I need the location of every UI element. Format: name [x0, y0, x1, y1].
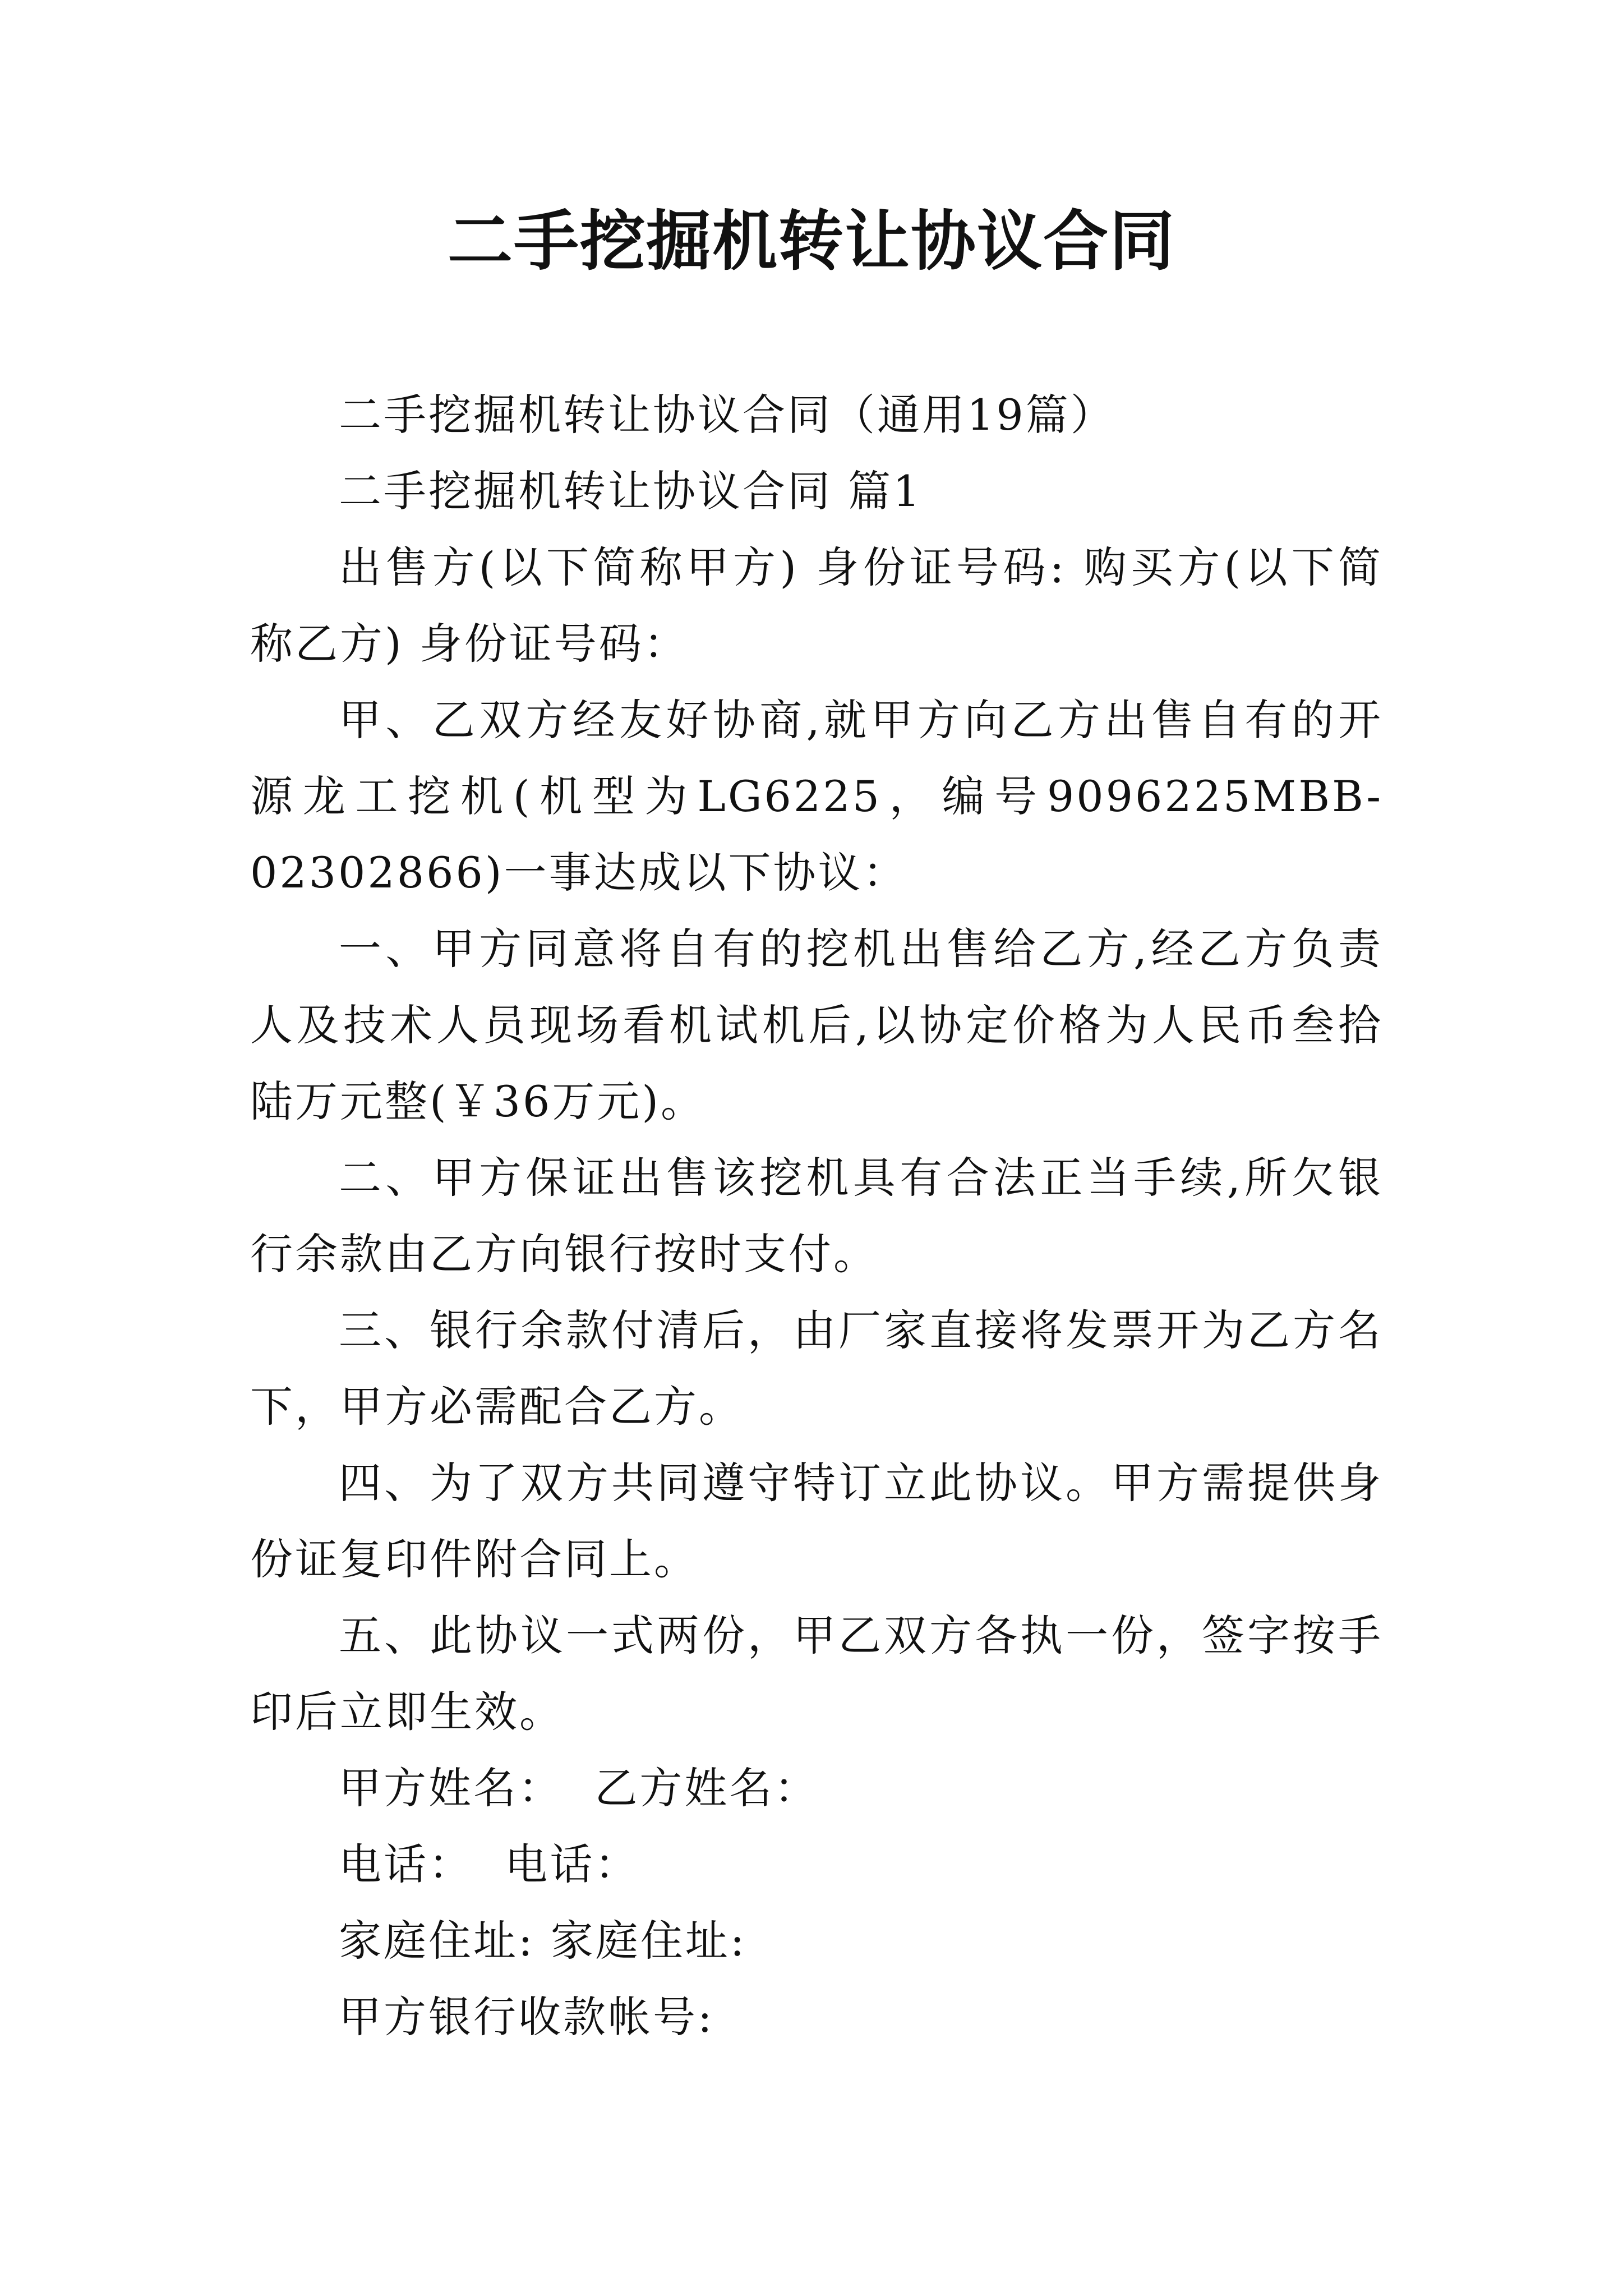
document-body — [250, 377, 1383, 2055]
signature-addresses: 家庭住址: 家庭住址: — [339, 1916, 747, 1966]
clause-4: 四、为了双方共同遵守特订立此协议。甲方需提供身份证复印件附合同上。 — [250, 1458, 1383, 1584]
signature-names: 甲方姓名： 乙方姓名： — [339, 1763, 819, 1813]
clause-2: 二、甲方保证出售该挖机具有合法正当手续,所欠银行余款由乙方向银行按时支付。 — [250, 1153, 1383, 1279]
clause-3: 三、银行余款付清后，由厂家直接将发票开为乙方名下，甲方必需配合乙方。 — [250, 1305, 1383, 1432]
section-heading: 二手挖掘机转让协议合同 篇1 — [339, 466, 923, 516]
clause-1: 一、甲方同意将自有的挖机出售给乙方,经乙方负责人及技术人员现场看机试机后,以协定价格为人民币叁拾陆万元整(￥36万元)。 — [250, 924, 1383, 1126]
parties-paragraph: 出售方(以下简称甲方) 身份证号码: 购买方(以下简称乙方) 身份证号码： — [250, 542, 1383, 669]
bank-account-line: 甲方银行收款帐号: — [339, 1992, 714, 2042]
intro-paragraph: 甲、乙双方经友好协商,就甲方向乙方出售自有的开源龙工挖机(机型为LG6225，编号9096225MBB-02302866)一事达成以下协议： — [250, 695, 1383, 898]
subtitle-paragraph: 二手挖掘机转让协议合同（通用19篇） — [339, 390, 1115, 440]
signature-phones: 电话： 电话： — [339, 1839, 640, 1889]
clause-5: 五、此协议一式两份，甲乙双方各执一份，签字按手印后立即生效。 — [250, 1611, 1383, 1737]
document-title: 二手挖掘机转让协议合同 — [448, 203, 1175, 279]
